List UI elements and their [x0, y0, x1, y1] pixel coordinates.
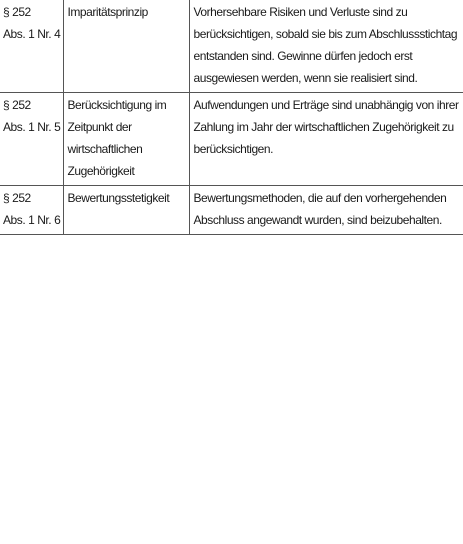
paragraph-section: § 252 [3, 191, 31, 205]
paragraph-reference-cell [0, 93, 63, 186]
paragraph-section: § 252 [3, 98, 31, 112]
paragraph-subsection: Abs. 1 Nr. 5 [3, 120, 61, 134]
principles-table [0, 0, 463, 235]
principle-name-cell: Bewertungsstetigkeit [63, 186, 189, 235]
principle-description-cell: Vorhersehbare Risiken und Verluste sind zu berücksichtigen, sobald sie bis zum Abschlussstichtag entstanden sind. Gewinne dürfen jedoch erst ausgewiesen werden, wenn sie realisiert sind. [189, 0, 463, 93]
principle-description-cell: Aufwendungen und Erträge sind unabhängig von ihrer Zahlung im Jahr der wirtschaftlichen Zugehörigkeit zu berücksichtigen. [189, 93, 463, 186]
table-row [0, 93, 463, 186]
principle-name-cell: Imparitätsprinzip [63, 0, 189, 93]
paragraph-section: § 252 [3, 5, 31, 19]
paragraph-subsection: Abs. 1 Nr. 4 [3, 27, 61, 41]
paragraph-subsection: Abs. 1 Nr. 6 [3, 213, 61, 227]
table-row [0, 0, 463, 93]
table-row [0, 186, 463, 235]
principle-name-cell: Berücksichtigung im Zeitpunkt der wirtschaftlichen Zugehörigkeit [63, 93, 189, 186]
principle-description-cell: Bewertungsmethoden, die auf den vorhergehenden Abschluss angewandt wurden, sind beizubehalten. [189, 186, 463, 235]
paragraph-reference-cell [0, 0, 63, 93]
paragraph-reference-cell [0, 186, 63, 235]
